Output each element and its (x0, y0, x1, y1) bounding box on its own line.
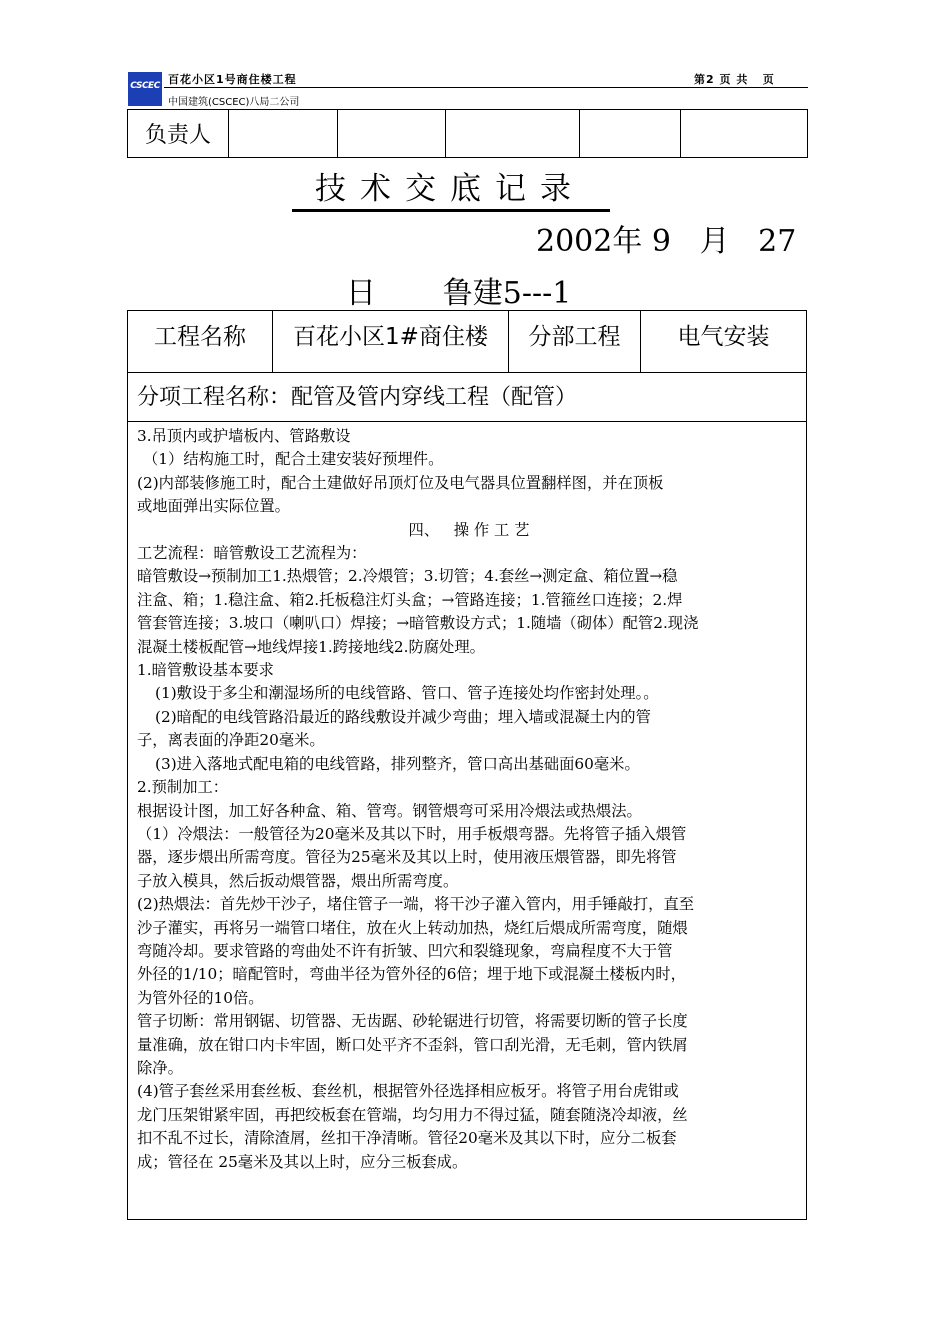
disclosure-body (137, 425, 801, 1174)
project-name-value: 百花小区1#商住楼 (273, 311, 509, 372)
body-line: 除净。 (137, 1058, 183, 1077)
body-line: (2)内部装修施工时，配合土建做好吊顶灯位及电气器具位置翻样图，并在顶板 (137, 473, 664, 492)
body-line: (4)管子套丝采用套丝板、套丝机，根据管外径选择相应板牙。将管子用台虎钳或 (137, 1082, 679, 1101)
body-line: 子，离表面的净距20毫米。 (137, 731, 325, 750)
page-header (128, 70, 808, 108)
responsible-cell (580, 110, 681, 158)
body-line: 注盒、箱；1.稳注盒、箱2.托板稳注灯头盒；→管路连接；1.管箍丝口连接；2.焊 (137, 590, 683, 609)
body-line: 弯随冷却。要求管路的弯曲处不许有折皱、凹穴和裂缝现象，弯扁程度不大于管 (137, 941, 673, 960)
responsible-cell (229, 110, 338, 158)
body-line: 外径的1/10；暗配管时，弯曲半径为管外径的6倍；埋于地下或混凝土楼板内时， (137, 965, 686, 984)
body-line: (1)敷设于多尘和潮湿场所的电线管路、管口、管子连接处均作密封处理。。 (155, 684, 659, 703)
body-line: 量准确，放在钳口内卡牢固，断口处平齐不歪斜，管口刮光滑，无毛刺，管内铁屑 (137, 1035, 688, 1054)
body-line: 管子切断：常用钢锯、切管器、无齿踞、砂轮锯进行切管，将需要切断的管子长度 (137, 1012, 688, 1031)
body-line: 子放入模具，然后扳动煨管器，煨出所需弯度。 (137, 871, 459, 890)
body-line: 1.暗管敷设基本要求 (137, 661, 274, 680)
project-info-row (128, 311, 806, 373)
project-name-label: 工程名称 (128, 311, 273, 372)
header-company: 中国建筑(CSCEC)八局二公司 (168, 97, 300, 108)
responsible-cell (681, 110, 808, 158)
body-line: （1）结构施工时，配合土建安装好预埋件。 (143, 450, 444, 469)
responsible-label: 负责人 (128, 110, 229, 158)
body-line: (2)热煨法：首先炒干沙子，堵住管子一端，将干沙子灌入管内，用手锤敲打，直至 (137, 895, 695, 914)
header-project: 百花小区1号商住楼工程 (168, 73, 297, 86)
body-line: 扣不乱不过长，清除渣屑，丝扣干净清晰。管径20毫米及其以下时，应分二板套 (137, 1129, 677, 1148)
document-code-line: 日 鲁建5---1 (346, 276, 572, 311)
division-value: 电气安装 (677, 324, 770, 350)
body-line: 为管外径的10倍。 (137, 988, 264, 1007)
body-line: 3.吊顶内或护墙板内、管路敷设 (137, 427, 351, 445)
header-rule (164, 87, 808, 88)
cscec-logo-icon (128, 72, 162, 106)
body-line: 根据设计图，加工好各种盒、箱、管弯。钢管煨弯可采用冷煨法或热煨法。 (137, 801, 642, 820)
responsible-cell (446, 110, 580, 158)
body-line: 工艺流程：暗管敷设工艺流程为： (137, 544, 367, 563)
logo-text: CSCEC (130, 81, 160, 91)
header-page-number: 第2 页 共 页 (694, 73, 775, 86)
title-underline (292, 209, 610, 212)
body-line: 器，逐步煨出所需弯度。管径为25毫米及其以上时，使用液压煨管器，即先将管 (137, 848, 677, 867)
body-line: （1）冷煨法：一般管径为20毫米及其以下时，用手板煨弯器。先将管子插入煨管 (137, 824, 687, 843)
body-line: 2.预制加工： (137, 778, 229, 797)
document-title: 技术交底记录 (315, 171, 585, 207)
body-line: 龙门压架钳紧牢固，再把绞板套在管端，均匀用力不得过猛，随套随浇冷却液，丝 (137, 1105, 688, 1124)
responsible-table (127, 109, 808, 158)
body-line: 暗管敷设→预制加工1.热煨管；2.冷煨管；3.切管；4.套丝→测定盒、箱位置→稳 (137, 567, 678, 586)
body-line: 沙子灌实，再将另一端管口堵住，放在火上转动加热，烧红后煨成所需弯度，随煨 (137, 918, 688, 937)
body-line: 混凝土楼板配管→地线焊接1.跨接地线2.防腐处理。 (137, 637, 485, 656)
body-line: 成；管径在 25毫米及其以上时，应分三板套成。 (137, 1152, 468, 1171)
section-heading: 四、 操 作 工 艺 (408, 520, 530, 539)
disclosure-frame (127, 310, 807, 1220)
body-line: 或地面弹出实际位置。 (137, 497, 290, 516)
responsible-cell (338, 110, 446, 158)
body-line: (3)进入落地式配电箱的电线管路，排列整齐，管口高出基础面60毫米。 (155, 754, 640, 773)
date-line: 2002年 9 月 27 (536, 224, 797, 259)
body-line: 管套管连接；3.坡口（喇叭口）焊接；→暗管敷设方式；1.随墙（砌体）配管2.现浇 (137, 614, 699, 633)
division-label: 分部工程 (509, 311, 641, 372)
body-line: (2)暗配的电线管路沿最近的路线敷设并减少弯曲；埋入墙或混凝土内的管 (155, 707, 651, 726)
subitem-name: 分项工程名称：配管及管内穿线工程（配管） (128, 372, 806, 422)
